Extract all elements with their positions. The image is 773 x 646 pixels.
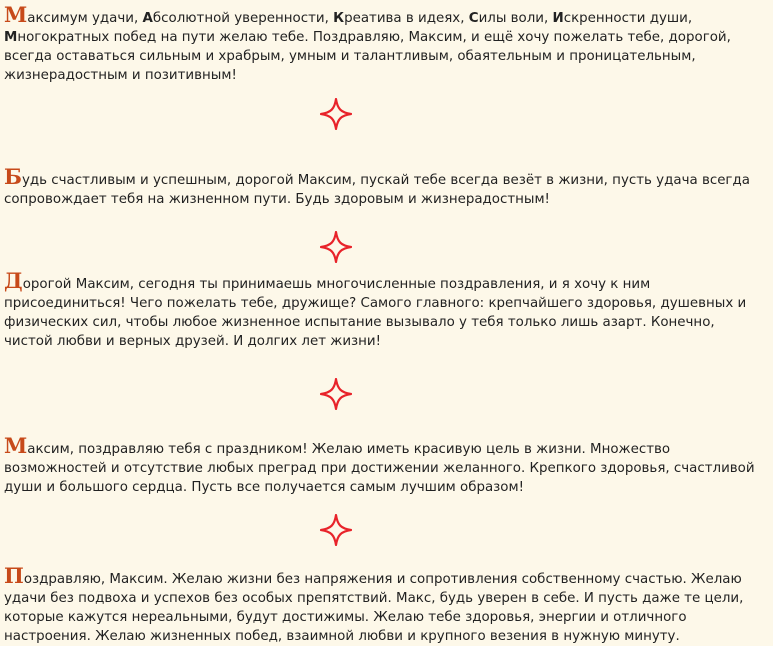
wish-text: аксимум удачи, — [27, 11, 143, 26]
wish-text: удь счастливым и успешным, дорогой Максим, пускай тебе всегда везёт в жизни, пусть удача всегда сопровождает тебя на жизненном пути. Будь здоровым и жизнерадостным! — [4, 173, 750, 207]
initial-letter: Д — [4, 268, 23, 293]
acrostic-letter: М — [4, 30, 18, 45]
four-point-star-icon — [320, 378, 352, 410]
initial-letter: П — [4, 563, 24, 588]
wish-paragraph — [4, 2, 766, 85]
wish-text: орогой Максим, сегодня ты принимаешь многочисленные поздравления, и я хочу к ним присоединиться! Чего пожелать тебе, дружище? Самого главного: крепчайшего здоровья, душевных и физических сил, чтобы любое жизненное испытание вызывало у тебя только лишь азарт. Конечно, чистой любви и верных друзей. И долгих лет жизни! — [4, 277, 747, 349]
wish-paragraph — [4, 563, 766, 646]
wish-paragraph — [4, 433, 766, 497]
wish-text: ногократных побед на пути желаю тебе. Поздравляю, Максим, и ещё хочу пожелать тебе, дорогой, всегда оставаться сильным и храбрым, умным и талантливым, обаятельным и проницательным, жизнерадостным и позитивным! — [4, 30, 731, 83]
wish-text: реатива в идеях, — [344, 11, 469, 26]
wish-text: оздравляю, Максим. Желаю жизни без напряжения и сопротивления собственному счастью. Желаю удачи без подвоха и успехов без особых препятствий. Макс, будь уверен в себе. И пусть даже те цели, которые кажутся нереальными, будут достижимы. Желаю тебе здоровья, энергии и отличного настроения. Желаю жизненных побед, взаимной любви и крупного везения в нужную минуту. — [4, 572, 744, 644]
initial-letter: М — [4, 433, 28, 458]
initial-letter: М — [4, 2, 28, 27]
wish-paragraph — [4, 164, 766, 209]
four-point-star-icon — [320, 98, 352, 130]
acrostic-letter: С — [468, 11, 479, 26]
wish-paragraph — [4, 268, 766, 351]
wish-text: илы воли, — [478, 11, 553, 26]
four-point-star-icon — [320, 514, 352, 546]
initial-letter: Б — [4, 164, 22, 189]
four-point-star-icon — [320, 231, 352, 263]
acrostic-letter: И — [552, 11, 564, 26]
wish-text: бсолютной уверенности, — [152, 11, 334, 26]
acrostic-letter: К — [333, 11, 345, 26]
acrostic-letter: А — [142, 11, 153, 26]
wish-text: аксим, поздравляю тебя с праздником! Желаю иметь красивую цель в жизни. Множество возможностей и отсутствие любых преград при достижении желанного. Крепкого здоровья, счастливой души и большого сердца. Пусть все получается самым лучшим образом! — [4, 442, 755, 495]
wish-text: скренности души, — [563, 11, 693, 26]
